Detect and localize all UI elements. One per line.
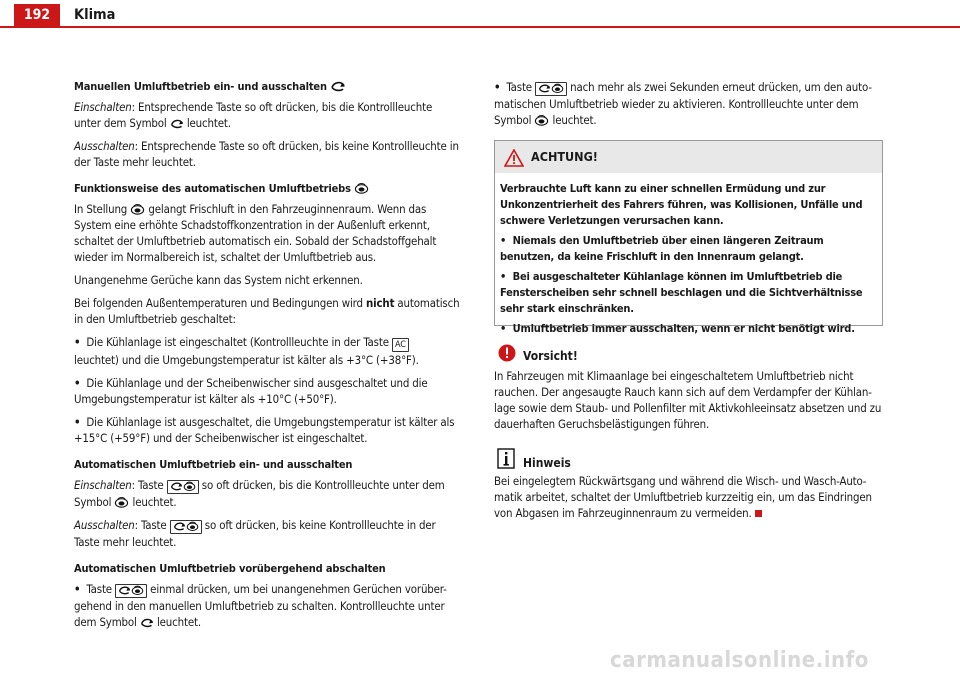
auto-recirculation-icon	[534, 114, 549, 126]
heading-auto-onoff: Automatischen Umluftbetrieb ein- und ausschalten	[74, 458, 353, 471]
caution-title: Vorsicht!	[523, 349, 578, 363]
note-icon	[497, 448, 515, 469]
paragraph-conditions: Bei folgenden Außentemperaturen und Bedingungen wird nicht automatisch in den Umluftbetrieb geschaltet:	[74, 296, 460, 326]
warning-item: • Bei ausgeschalteter Kühlanlage können im Umluftbetrieb die Fensterscheiben sehr schnell beschlagen und die Sichtverhältnisse sehr stark einschränken.	[500, 270, 863, 315]
heading-auto-temporary: Automatischen Umluftbetrieb vorübergehend abschalten	[74, 562, 386, 575]
recirculation-icon	[170, 118, 184, 129]
warning-body	[500, 181, 878, 341]
recirculation-icon	[140, 617, 154, 628]
note-text-block	[494, 473, 886, 521]
note-text: Bei eingelegtem Rückwärtsgang und während die Wisch- und Wasch-Automatik arbeitet, schaltet der Umluftbetrieb kurzzeitig ein, um das Eindringen von Abgasen im Fahrzeuginnenraum zu vermeiden.	[494, 474, 872, 520]
recirculation-key	[170, 520, 202, 534]
warning-intro: Verbrauchte Luft kann zu einer schnellen Ermüdung und zur Unkonzentrierheit des Fahrers führen, was Kollisionen, Unfälle und schwere Verletzungen verursachen kann.	[500, 182, 863, 227]
paragraph-auto-on: Einschalten: Taste so oft drücken, bis die Kontrollleuchte unter dem Symbol leuchtet.	[74, 478, 445, 509]
paragraph-manual-on: Einschalten: Entsprechende Taste so oft drücken, bis die Kontrollleuchte unter dem Symbol leuchtet.	[74, 100, 433, 130]
bullet-reactivate: • Taste nach mehr als zwei Sekunden erneut drücken, um den auto- matischen Umluftbetrieb wieder zu aktivieren. Kontrollleuchte unter dem Symbol leuchtet.	[494, 80, 872, 127]
warning-triangle-icon	[504, 149, 524, 167]
note-title: Hinweis	[523, 456, 571, 470]
warning-item: • Niemals den Umluftbetrieb über einen längeren Zeitraum benutzen, da keine Frischluft in den Innenraum gelangt.	[500, 234, 824, 263]
bullet-cooling-wiper-off: • Die Kühlanlage und der Scheibenwischer sind ausgeschaltet und die Umgebungstemperatur ist kälter als +10°C (+50°F).	[74, 376, 428, 406]
page-number: 192	[14, 4, 60, 26]
bullet-temporary: • Taste einmal drücken, um bei unangenehmen Gerüchen vorüber- gehend in den manuellen Umluftbetrieb zu schalten. Kontrollleuchte unter dem Symbol leuchtet.	[74, 582, 447, 629]
bullet-cooling-off-wiper-on: • Die Kühlanlage ist ausgeschaltet, die Umgebungstemperatur ist kälter als +15°C (+59°F) und der Scheibenwischer ist eingeschaltet.	[74, 415, 455, 445]
warning-header	[495, 141, 882, 173]
paragraph-manual-off: Ausschalten: Entsprechende Taste so oft drücken, bis keine Kontrollleuchte in der Taste mehr leuchtet.	[74, 139, 459, 169]
recirculation-key	[115, 584, 147, 598]
end-mark	[755, 510, 762, 517]
header-rule	[0, 26, 960, 28]
caution-text-block	[494, 368, 886, 432]
warning-item: • Umluftbetrieb immer ausschalten, wenn er nicht benötigt wird.	[500, 322, 855, 335]
bullet-cooling-on: • Die Kühlanlage ist eingeschaltet (Kontrollleuchte in der Taste AC leuchtet) und die Umgebungstemperatur ist kälter als +3°C (+38°F).	[74, 335, 419, 367]
auto-recirculation-icon	[354, 182, 369, 194]
watermark: carmanualsonline.info	[610, 648, 869, 673]
auto-recirculation-icon	[114, 496, 129, 508]
chapter-title: Klima	[74, 7, 116, 23]
warning-box	[494, 140, 883, 335]
heading-auto-function: Funktionsweise des automatischen Umluftbetriebs	[74, 181, 466, 197]
ac-key: AC	[392, 338, 409, 352]
paragraph-auto-off: Ausschalten: Taste so oft drücken, bis keine Kontrollleuchte in der Taste mehr leuchtet.	[74, 518, 436, 549]
paragraph-odors: Unangenehme Gerüche kann das System nicht erkennen.	[74, 273, 363, 287]
caution-text: In Fahrzeugen mit Klimaanlage bei eingeschaltetem Umluftbetrieb nicht rauchen. Der angesaugte Rauch kann sich auf dem Verdampfer der Kühlanlage sowie dem Staub- und Pollenfilter mit Aktivkohleeinsatz absetzen und zu dauerhaften Geruchsbelästigungen führen.	[494, 369, 882, 431]
paragraph-auto-function: In Stellung gelangt Frischluft in den Fahrzeuginnenraum. Wenn das System eine erhöhte Schadstoffkonzentration in der Außenluft erkennt, schaltet der Umluftbetrieb automatisch ein. Sobald der Schadstoffgehalt wieder im Normalbereich ist, schaltet der Umluftbetrieb aus.	[74, 202, 437, 264]
recirculation-key	[167, 480, 199, 494]
warning-title: ACHTUNG!	[531, 149, 598, 164]
auto-recirculation-icon	[130, 203, 145, 215]
left-column	[74, 79, 466, 630]
recirculation-icon	[330, 80, 346, 92]
right-column-top	[494, 79, 886, 128]
recirculation-key	[535, 82, 567, 96]
heading-manual-recirc: Manuellen Umluftbetrieb ein- und ausschalten	[74, 79, 466, 95]
caution-icon	[497, 343, 517, 363]
